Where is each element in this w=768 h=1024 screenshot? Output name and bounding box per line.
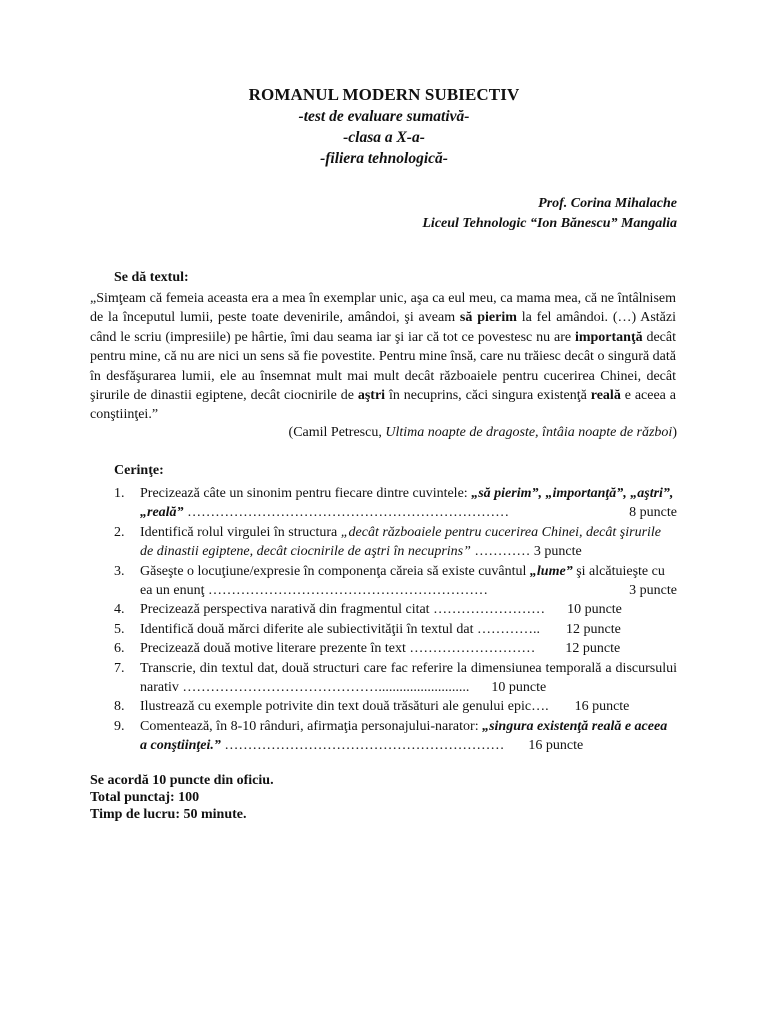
requirement-quote: „decât războaiele pentru cucerirea Chinei, decât şirurile de dinastii egiptene, decât ciocnirile de aştri în necuprins” bbox=[140, 524, 662, 560]
requirements-list bbox=[114, 484, 677, 756]
requirement-points: 8 puncte bbox=[629, 505, 677, 521]
requirement-dots: …. bbox=[531, 699, 549, 715]
requirement-dots: ………….. bbox=[473, 621, 541, 637]
title-block bbox=[0, 84, 768, 169]
requirement-text: Precizează perspectiva narativă din fragmentul citat bbox=[140, 602, 430, 618]
requirement-dots: …………………………………………………… bbox=[204, 583, 489, 599]
author-school: Liceul Tehnologic “Ion Bănescu” Mangalia bbox=[422, 216, 677, 231]
requirements-heading: Cerinţe: bbox=[114, 463, 164, 478]
requirement-points: 12 puncte bbox=[565, 641, 621, 657]
quoted-text-bold: reală bbox=[590, 388, 621, 404]
requirement-text: Găseşte o locuţiune/expresie în componenţa căreia să existe cuvântul bbox=[140, 563, 530, 579]
requirement-item bbox=[114, 600, 677, 619]
requirement-item bbox=[114, 717, 677, 756]
requirement-dots: ………… bbox=[470, 544, 531, 560]
quoted-text-part: e aceea a conştiinţei.” bbox=[90, 388, 676, 423]
source-title: Ultima noapte de dragoste, întâia noapte de război bbox=[385, 425, 673, 440]
quoted-text-bold: importanţă bbox=[574, 329, 643, 345]
requirement-points: 3 puncte bbox=[533, 544, 582, 560]
requirement-number: 6. bbox=[114, 641, 125, 657]
requirement-points: 16 puncte bbox=[528, 738, 584, 754]
requirement-quote: „singura existenţă reală e aceea a conştiinţei.” bbox=[140, 718, 668, 754]
requirement-dots: …………………………………….......................... bbox=[178, 680, 470, 696]
author-name: Prof. Corina Mihalache bbox=[538, 196, 677, 211]
requirement-dots: …………………………………………………… bbox=[220, 738, 505, 754]
requirement-text: Comentează, în 8-10 rânduri, afirmaţia personajului-narator: bbox=[140, 718, 483, 734]
document-subtitle-class: -clasa a X-a- bbox=[343, 129, 425, 146]
requirement-text: şi alcătuieşte cu ea un enunţ bbox=[140, 563, 665, 599]
requirement-points: 10 puncte bbox=[567, 602, 622, 618]
requirement-quote: „să pierim”, „importanţă”, „aştri”, „reală” bbox=[140, 486, 674, 521]
requirement-item bbox=[114, 523, 677, 562]
requirement-dots: …………………… bbox=[429, 602, 546, 618]
requirement-number: 7. bbox=[114, 660, 125, 676]
requirement-text: Ilustrează cu exemple potrivite din text două trăsături ale genului epic bbox=[140, 699, 532, 715]
quoted-text-part: în necuprins, căci singura existenţă bbox=[385, 388, 591, 404]
quoted-text-bold: aştri bbox=[357, 388, 386, 404]
requirement-text: Precizează două motive literare prezente în text bbox=[140, 641, 406, 657]
text-heading: Se dă textul: bbox=[114, 270, 189, 285]
total-points: Total punctaj: 100 bbox=[90, 790, 200, 805]
quoted-text-part: decât pentru mine, că nu are nici un sens să fie povestite. Pentru mine însă, care nu trăiesc decât o singură dată în desfăşurarea lumii, ele au însemnat mult mai mult decât războaiele pentru cucerirea Chinei, decât şirurile de dinastii egiptene, decât ciocnirile de bbox=[90, 329, 676, 404]
footer-block bbox=[90, 772, 274, 823]
requirement-number: 3. bbox=[114, 563, 125, 579]
requirement-dots: ……………………… bbox=[405, 641, 536, 657]
requirement-item bbox=[114, 697, 677, 716]
requirement-dots: …………………………………………………………… bbox=[183, 505, 510, 521]
quoted-text-part: „Simţeam că femeia aceasta era a mea în exemplar unic, aşa ca eul meu, ca mama mea, că ne întâlnisem de la începutul lumii, peste toate devenirile, amândoi, şi aveam bbox=[90, 291, 676, 326]
quoted-text-bold: să pierim bbox=[459, 310, 517, 326]
requirement-number: 1. bbox=[114, 486, 125, 501]
requirement-points: 10 puncte bbox=[491, 680, 547, 696]
requirement-text: Precizează câte un sinonim pentru fiecare dintre cuvintele: bbox=[140, 486, 472, 501]
requirement-item bbox=[114, 659, 677, 698]
requirement-quote: „lume” bbox=[529, 563, 573, 579]
requirement-points: 12 puncte bbox=[566, 621, 621, 637]
source-close: ) bbox=[672, 425, 677, 440]
quoted-text-part: la fel amândoi. (…) Astăzi când le scriu (impresiile) pe hârtie, îmi dau seama iar şi iar că tot ce povestesc nu are bbox=[90, 310, 676, 345]
time-limit: Timp de lucru: 50 minute. bbox=[90, 807, 247, 822]
requirement-item bbox=[114, 562, 677, 601]
requirement-item bbox=[114, 620, 677, 639]
requirement-number: 5. bbox=[114, 621, 125, 637]
text-source bbox=[289, 425, 677, 441]
source-author: (Camil Petrescu, bbox=[288, 425, 386, 440]
requirement-number: 2. bbox=[114, 524, 125, 540]
document-title: ROMANUL MODERN SUBIECTIV bbox=[248, 85, 520, 104]
bonus-points-note: Se acordă 10 puncte din oficiu. bbox=[90, 773, 274, 788]
requirement-points: 16 puncte bbox=[574, 699, 630, 715]
requirement-text: Transcrie, din textul dat, două structuri care fac referire la dimensiunea temporală a discursului narativ bbox=[140, 660, 677, 696]
requirement-item bbox=[114, 639, 677, 658]
author-block bbox=[422, 194, 677, 234]
requirement-number: 9. bbox=[114, 718, 125, 734]
document-subtitle-test: -test de evaluare sumativă- bbox=[298, 108, 470, 125]
requirement-text: Identifică rolul virgulei în structura bbox=[140, 524, 341, 540]
requirement-item bbox=[114, 484, 677, 523]
document-subtitle-track: -filiera tehnologică- bbox=[320, 150, 448, 167]
quoted-text bbox=[90, 289, 676, 425]
requirement-text: Identifică două mărci diferite ale subiectivităţii în textul dat bbox=[140, 621, 474, 637]
requirement-points: 3 puncte bbox=[629, 583, 677, 599]
requirement-number: 8. bbox=[114, 699, 125, 715]
requirement-number: 4. bbox=[114, 602, 125, 618]
